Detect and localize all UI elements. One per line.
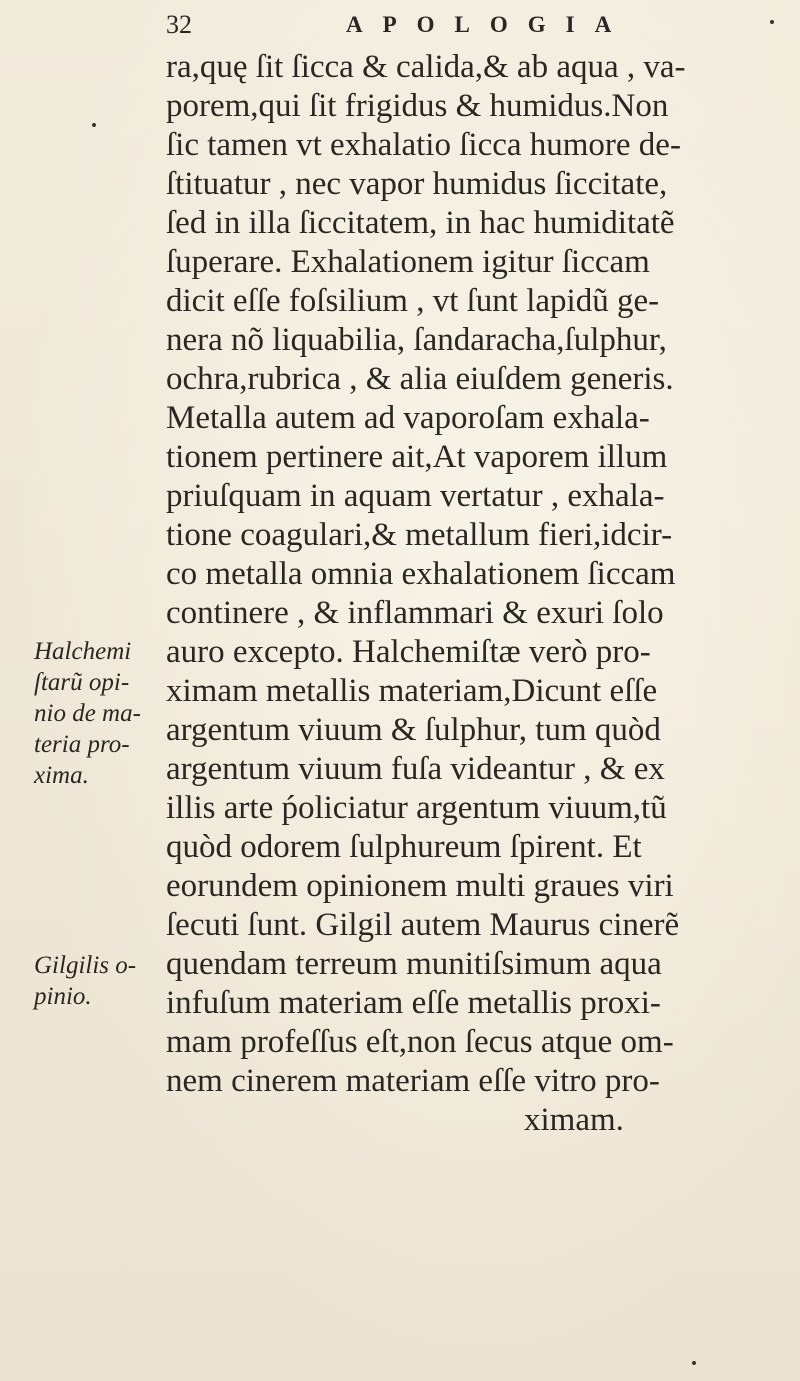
text-line: tione coagulari,& metallum fieri,idcir- <box>166 517 673 553</box>
text-line: auro excepto. Halchemiſtæ verò pro- <box>166 634 651 670</box>
text-line: ſuperare. Exhalationem igitur ſiccam <box>166 244 650 280</box>
ink-speck <box>770 20 774 24</box>
margin-note-line: xima. <box>34 762 89 789</box>
text-line: continere , & inflammari & exuri ſolo <box>166 595 664 631</box>
margin-note-line: Gilgilis o- <box>34 952 137 979</box>
text-line: quendam terreum munitiſsimum aqua <box>166 946 662 982</box>
margin-note-line: pinio. <box>34 983 92 1010</box>
text-line: ſtituatur , nec vapor humidus ſiccitate, <box>166 166 668 202</box>
text-line: nem cinerem materiam eſſe vitro pro- <box>166 1063 660 1099</box>
text-line: ſecuti ſunt. Gilgil autem Maurus cinerẽ <box>166 907 680 943</box>
running-head <box>166 10 756 44</box>
text-line: eorundem opinionem multi graues viri <box>166 868 674 904</box>
text-line: quòd odorem ſulphureum ſpirent. Et <box>166 829 642 865</box>
text-line: dicit eſſe foſsilium , vt ſunt lapidũ ge- <box>166 283 660 319</box>
margin-note-gilgil <box>34 950 164 1012</box>
text-line: ximam. <box>524 1102 624 1138</box>
text-line: porem,qui ſit frigidus & humidus.Non <box>166 88 669 124</box>
margin-note-halchemists <box>34 636 164 791</box>
running-title: APOLOGIA <box>346 12 632 37</box>
text-line: argentum viuum fuſa videantur , & ex <box>166 751 665 787</box>
text-line: nera nõ liquabilia, ſandaracha,ſulphur, <box>166 322 667 358</box>
text-line: argentum viuum & ſulphur, tum quòd <box>166 712 661 748</box>
text-line: priuſquam in aquam vertatur , exhala- <box>166 478 665 514</box>
page-number: 32 <box>166 10 192 39</box>
ink-speck <box>692 1361 696 1365</box>
text-line: infuſum materiam eſſe metallis proxi- <box>166 985 661 1021</box>
text-line: ſed in illa ſiccitatem, in hac humiditatẽ <box>166 205 675 241</box>
text-line: tionem pertinere ait,At vaporem illum <box>166 439 668 475</box>
text-line: ra,quę ſit ſicca & calida,& ab aqua , va- <box>166 49 686 85</box>
margin-note-line: teria pro- <box>34 731 130 758</box>
text-line: ximam metallis materiam,Dicunt eſſe <box>166 673 658 709</box>
text-line: illis arte ṕoliciatur argentum viuum,tũ <box>166 790 667 826</box>
text-line: ſic tamen vt exhalatio ſicca humore de- <box>166 127 681 163</box>
text-line: mam profeſſus eſt,non ſecus atque om- <box>166 1024 674 1060</box>
text-line: ochra,rubrica , & alia eiuſdem generis. <box>166 361 674 397</box>
body-text <box>166 48 766 1140</box>
ink-speck <box>92 123 96 127</box>
margin-note-line: ſtarũ opi- <box>34 669 130 696</box>
text-line: Metalla autem ad vaporoſam exhala- <box>166 400 650 436</box>
margin-note-line: Halchemi <box>34 638 132 665</box>
margin-note-line: nio de ma- <box>34 700 141 727</box>
text-line: co metalla omnia exhalationem ſiccam <box>166 556 676 592</box>
